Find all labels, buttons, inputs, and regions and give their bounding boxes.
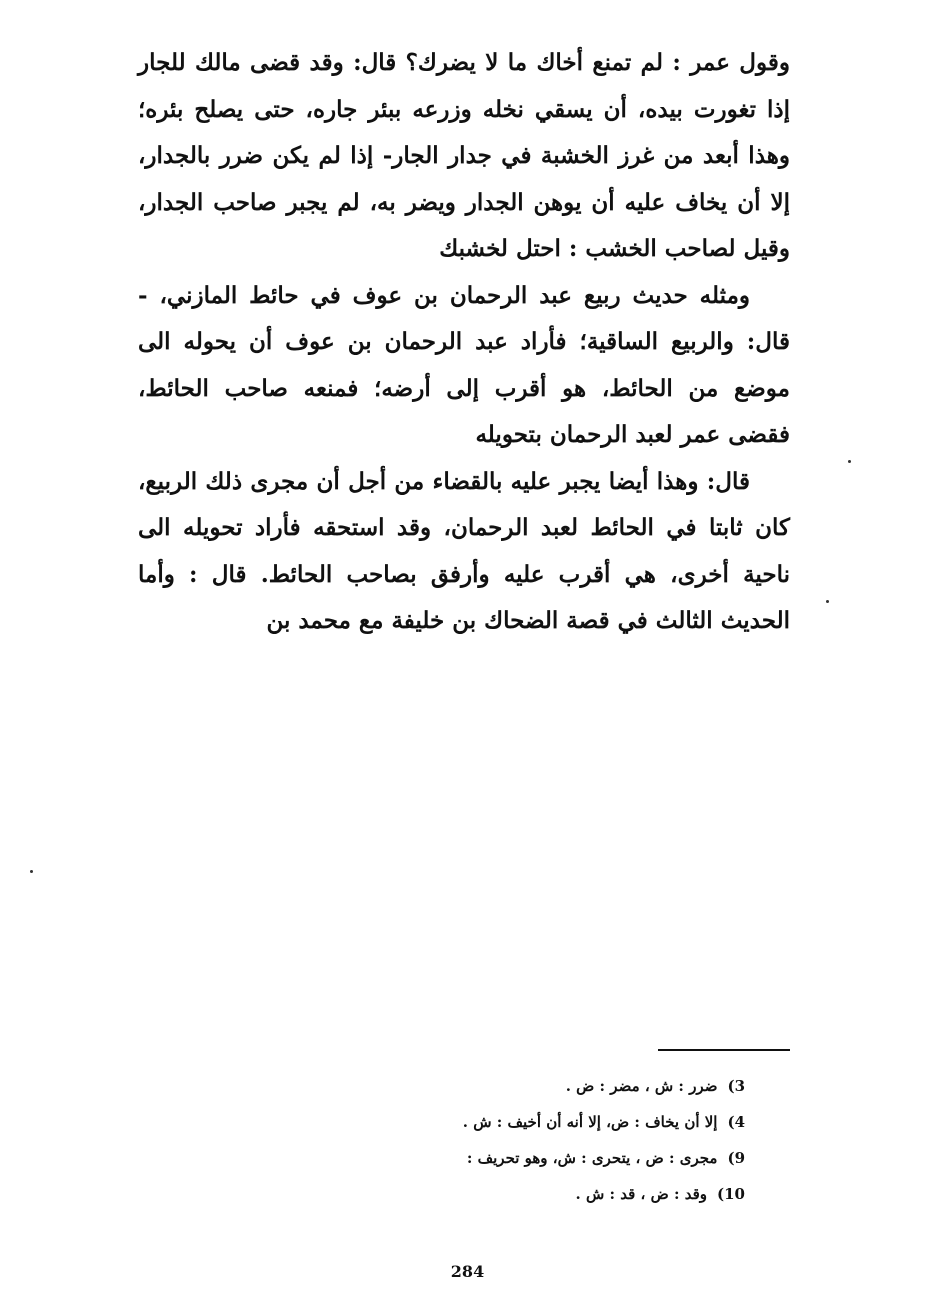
scan-speck — [848, 460, 851, 463]
paragraph-3 — [138, 459, 790, 645]
footnotes-list — [225, 1068, 745, 1212]
footnote-text: إلا أن يخاف : ض، إلا أنه أن أخيف : ش . — [462, 1113, 718, 1131]
text-line: الربيع، كان ثابتا في الحائط لعبد الرحمان، وقد استحقه فأراد — [138, 467, 790, 541]
footnote-text: مجرى : ض ، يتحرى : ش، وهو تحريف : — [466, 1149, 718, 1167]
scan-speck — [30, 870, 33, 873]
footnote-item — [225, 1104, 745, 1140]
footnote-text: وقد : ض ، قد : ش . — [575, 1185, 708, 1203]
text-line: - قال: والربيع الساقية؛ فأراد عبد الرحمان بن عوف أن يحوله الى — [138, 281, 790, 355]
text-line: الجدار، وقيل لصاحب الخشب : احتل لخشبك — [138, 188, 790, 262]
text-line: تحويله الى ناحية أخرى، هي أقرب عليه وأرفق بصاحب الحائط. — [138, 514, 790, 588]
footnote-item — [225, 1176, 745, 1212]
footnote-number: 10) — [717, 1185, 745, 1203]
scan-speck — [826, 600, 829, 603]
footnote-item — [225, 1140, 745, 1176]
main-text — [138, 40, 790, 645]
paragraph-2 — [138, 273, 790, 459]
text-line: إذا تغورت بيده، أن يسقي نخله وزرعه ببئر جاره، حتى يصلح بئره؛ — [138, 95, 790, 123]
footnote-number: 3) — [727, 1077, 745, 1095]
text-line: قال : وأما الحديث الثالث في قصة الضحاك بن خليفة مع محمد بن — [138, 560, 790, 634]
footnote-text: ضرر : ش ، مضر : ض . — [565, 1077, 718, 1095]
footnote-item — [225, 1068, 745, 1104]
text-line: ومثله حديث ربيع عبد الرحمان بن عوف في حائط المازني، — [159, 281, 750, 309]
paragraph-1 — [138, 40, 790, 273]
text-line: فقضى عمر لعبد الرحمان بتحويله — [475, 421, 790, 448]
page-number: 284 — [450, 1262, 485, 1281]
text-line: إلا أن يخاف عليه أن يوهن الجدار ويضر به، لم يجبر صاحب — [213, 188, 790, 216]
text-line: وقول عمر : لم تمنع أخاك ما لا يضرك؟ قال: وقد قضى مالك للجار — [138, 49, 790, 76]
footnote-number: 4) — [727, 1113, 745, 1131]
text-line: موضع من الحائط، هو أقرب إلى أرضه؛ فمنعه صاحب الحائط، — [138, 374, 790, 402]
footnote-number: 9) — [727, 1149, 745, 1167]
text-line: وهذا أبعد من غرز الخشبة في جدار الجار- إذا لم يكن ضرر بالجدار، — [138, 142, 790, 169]
text-line: قال: وهذا أيضا يجبر عليه بالقضاء من أجل أن مجرى ذلك — [205, 467, 750, 495]
footnote-divider — [658, 1049, 790, 1051]
